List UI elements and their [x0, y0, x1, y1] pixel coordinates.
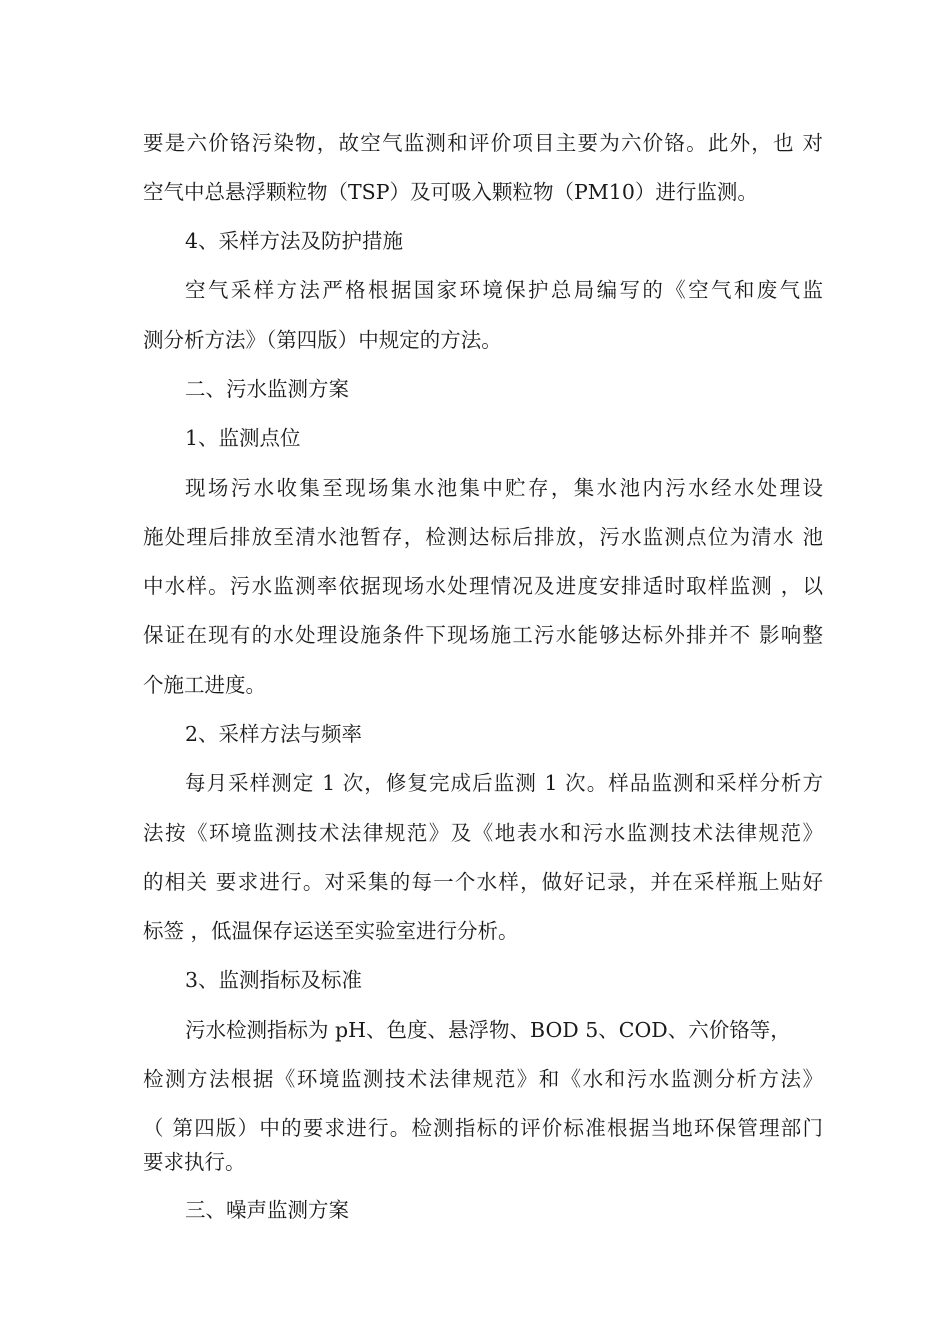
paragraph-line: 中水样。污水监测率依据现场水处理情况及进度安排适时取样监测 ，以	[143, 574, 823, 598]
paragraph-line: 标签 ，低温保存运送至实验室进行分析。	[143, 919, 519, 943]
paragraph-line: 个施工进度。	[143, 673, 266, 697]
paragraph-line: 施处理后排放至清水池暂存，检测达标后排放，污水监测点位为清水 池	[143, 525, 823, 549]
paragraph-line: 污水检测指标为 pH、色度、悬浮物、BOD 5、COD、六价铬等，	[185, 1018, 791, 1042]
section-heading: 4、采样方法及防护措施	[185, 229, 404, 253]
section-heading: 3、监测指标及标准	[185, 968, 363, 992]
paragraph-line: 空气中总悬浮颗粒物（TSP）及可吸入颗粒物（PM10）进行监测。	[143, 180, 758, 204]
paragraph-line: （ 第四版）中的要求进行。检测指标的评价标准根据当地环保管理部门	[143, 1116, 823, 1140]
paragraph-line: 检测方法根据《环境监测技术法律规范》和《水和污水监测分析方法》	[143, 1067, 823, 1091]
paragraph-line: 每月采样测定 1 次，修复完成后监测 1 次。样品监测和采样分析方	[185, 771, 823, 795]
paragraph-line: 测分析方法》（第四版）中规定的方法。	[143, 328, 502, 352]
section-heading: 三、噪声监测方案	[185, 1198, 349, 1222]
section-heading: 1、监测点位	[185, 426, 301, 450]
section-heading: 2、采样方法与频率	[185, 722, 363, 746]
paragraph-line: 空气采样方法严格根据国家环境保护总局编写的《空气和废气监	[185, 278, 823, 302]
paragraph-line: 现场污水收集至现场集水池集中贮存，集水池内污水经水处理设	[185, 476, 823, 500]
paragraph-line: 法按《环境监测技术法律规范》及《地表水和污水监测技术法律规范》	[143, 821, 823, 845]
paragraph-line: 要是六价铬污染物，故空气监测和评价项目主要为六价铬。此外，也 对	[143, 131, 823, 155]
paragraph-line: 的相关 要求进行。对采集的每一个水样，做好记录，并在采样瓶上贴好	[143, 870, 823, 894]
section-heading: 二、污水监测方案	[185, 377, 349, 401]
paragraph-line: 要求执行。	[143, 1150, 246, 1174]
paragraph-line: 保证在现有的水处理设施条件下现场施工污水能够达标外排并不 影响整	[143, 623, 823, 647]
